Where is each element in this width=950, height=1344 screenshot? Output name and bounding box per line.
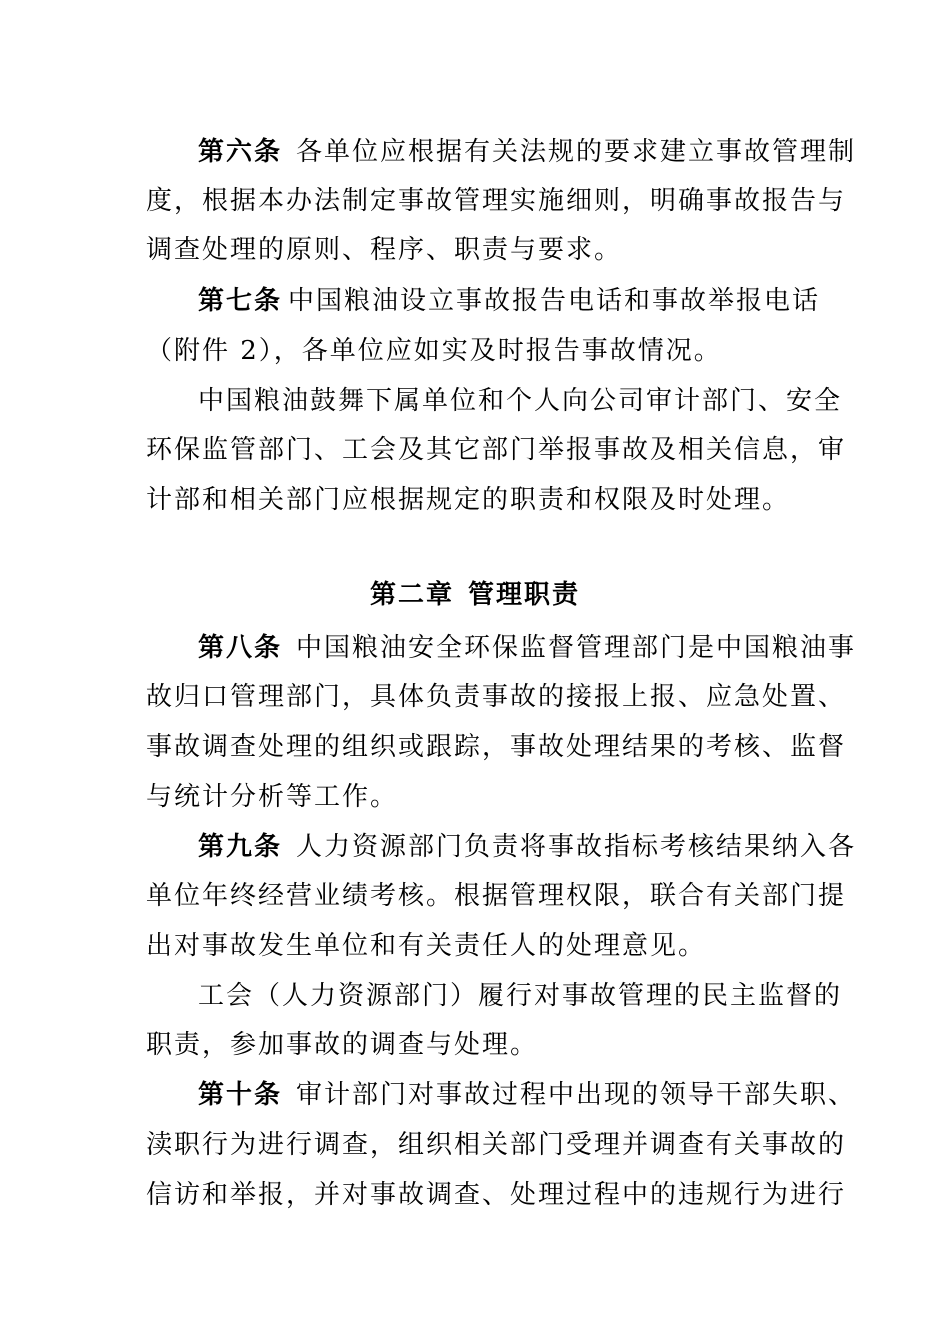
article-9-text-1: 人力资源部门负责将事故指标考核结果纳入各	[296, 832, 857, 862]
article-7-line-2: （附件 2），各单位应如实及时报告事故情况。	[146, 336, 722, 366]
article-6-line-3: 调查处理的原则、程序、职责与要求。	[146, 235, 623, 265]
article-9-line-2: 单位年终经营业绩考核。根据管理权限，联合有关部门提	[146, 881, 847, 911]
article-8-line-4: 与统计分析等工作。	[146, 782, 399, 812]
article-7-text-1: 中国粮油设立事故报告电话和事故举报电话	[288, 286, 821, 316]
chapter-heading	[0, 575, 950, 615]
article-6-line-2: 度，根据本办法制定事故管理实施细则，明确事故报告与	[146, 186, 847, 216]
article-8-heading: 第八条	[198, 633, 283, 663]
report-para-line-3: 计部和相关部门应根据规定的职责和权限及时处理。	[146, 485, 791, 515]
article-10-heading: 第十条	[198, 1080, 283, 1110]
article-8-line-1	[198, 630, 857, 666]
report-para-line-2: 环保监管部门、工会及其它部门举报事故及相关信息，审	[146, 435, 847, 465]
article-9-line-3: 出对事故发生单位和有关责任人的处理意见。	[146, 931, 707, 961]
chapter-title: 管理职责	[468, 580, 581, 610]
article-10-line-1	[198, 1077, 857, 1113]
article-8-line-2: 故归口管理部门，具体负责事故的接报上报、应急处置、	[146, 682, 847, 712]
article-7-line-1	[198, 283, 821, 319]
article-6-line-1	[198, 134, 857, 170]
article-6-text-1: 各单位应根据有关法规的要求建立事故管理制	[296, 137, 857, 167]
article-9-heading: 第九条	[198, 832, 283, 862]
article-10-line-3: 信访和举报，并对事故调查、处理过程中的违规行为进行	[146, 1180, 847, 1210]
report-para-line-1: 中国粮油鼓舞下属单位和个人向公司审计部门、安全	[198, 386, 843, 416]
article-10-text-1: 审计部门对事故过程中出现的领导干部失职、	[296, 1080, 857, 1110]
article-9-line-1	[198, 829, 857, 865]
article-8-text-1: 中国粮油安全环保监督管理部门是中国粮油事	[296, 633, 857, 663]
article-10-line-2: 渎职行为进行调查，组织相关部门受理并调查有关事故的	[146, 1130, 847, 1160]
article-8-line-3: 事故调查处理的组织或跟踪，事故处理结果的考核、监督	[146, 732, 847, 762]
union-para-line-2: 职责，参加事故的调查与处理。	[146, 1030, 539, 1060]
article-7-heading: 第七条	[198, 286, 283, 316]
union-para-line-1: 工会（人力资源部门）履行对事故管理的民主监督的	[198, 981, 843, 1011]
chapter-number: 第二章	[369, 580, 454, 610]
article-6-heading: 第六条	[198, 137, 283, 167]
